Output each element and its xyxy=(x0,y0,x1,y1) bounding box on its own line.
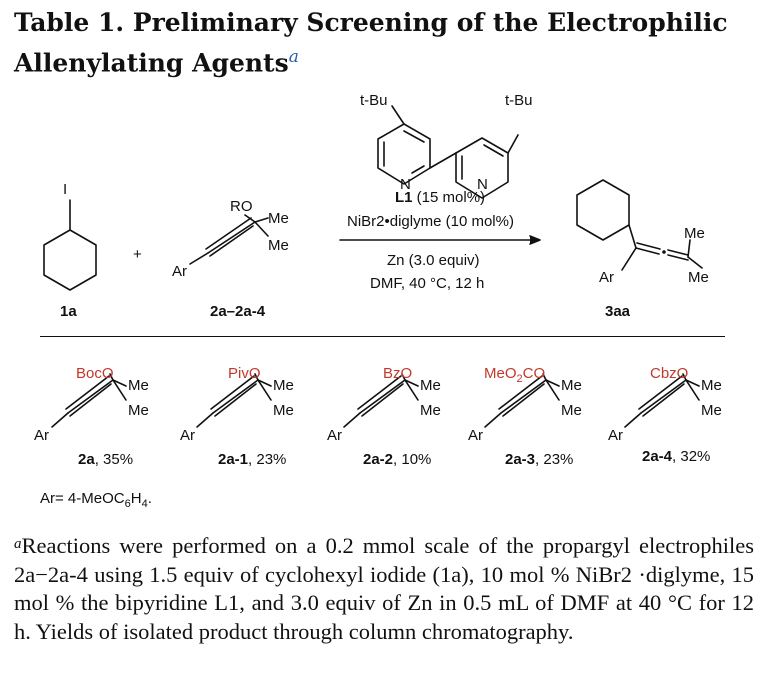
plus-sign: + xyxy=(133,246,142,263)
ligand-tbu-left: t-Bu xyxy=(360,92,388,109)
screening-entry-2a-2 xyxy=(327,365,441,468)
yield-value: , 10% xyxy=(393,451,432,468)
footnote-text: Reactions were performed on a 0.2 mmol scale of the propargyl electrophiles 2a−2a-4 using 1.5 equiv of cyclohexyl iodide (1a), 10 mol % NiBr2 ·diglyme, 15 mol % the bipyridine L1, and 3.0 equiv of Zn in 0.5 mL of DMF at 40 °C for 12 h. Yields of isolated product through column chromatography. xyxy=(14,533,754,644)
me-label: Me xyxy=(701,402,722,419)
condition-line4: DMF, 40 °C, 12 h xyxy=(370,275,485,292)
me-label: Me xyxy=(128,377,149,394)
condition-line3: Zn (3.0 equiv) xyxy=(387,252,480,269)
me-label: Me xyxy=(561,402,582,419)
product-ar: Ar xyxy=(599,269,614,286)
protecting-group-label: BzO xyxy=(383,365,413,382)
title-footnote-mark: a xyxy=(288,47,299,67)
screening-structures xyxy=(52,374,699,427)
table-title xyxy=(14,6,754,80)
me-label: Me xyxy=(701,377,722,394)
reactant2-me2: Me xyxy=(268,237,289,254)
bipyridine-ligand-structure xyxy=(378,106,518,198)
section-divider xyxy=(40,336,725,337)
ar-label: Ar xyxy=(180,427,195,444)
compound-yield xyxy=(505,451,573,468)
ar-label: Ar xyxy=(327,427,342,444)
ligand-n-left: N xyxy=(400,176,411,193)
protecting-group-label: BocO xyxy=(76,365,114,382)
compound-id: 2a-1 xyxy=(218,451,249,468)
compound-id: 2a-3 xyxy=(505,451,536,468)
me-label: Me xyxy=(128,402,149,419)
iodide-label: I xyxy=(63,181,68,198)
product-me2: Me xyxy=(688,269,709,286)
yield-value: , 23% xyxy=(535,451,574,468)
reactant2-me1: Me xyxy=(268,210,289,227)
product-me1: Me xyxy=(684,225,705,242)
me-label: Me xyxy=(420,377,441,394)
screening-entry-2a-3 xyxy=(468,365,582,468)
protecting-group-label: MeO$_2$CO xyxy=(484,365,546,385)
compound-id: 2a xyxy=(78,451,95,468)
title-line1: Table 1. Preliminary Screening of the Electrophilic xyxy=(14,8,728,37)
me-label: Me xyxy=(273,377,294,394)
protecting-group-label: CbzO xyxy=(650,365,689,382)
allene-dot xyxy=(662,250,666,254)
reactant2-ar: Ar xyxy=(172,263,187,280)
compound-yield xyxy=(218,451,286,468)
cyclohexyl-iodide-structure xyxy=(44,200,96,290)
condition-ligand-label: L1 xyxy=(395,189,413,206)
ligand-n-right: N xyxy=(477,176,488,193)
reactant2-ro: RO xyxy=(230,198,253,215)
title-line2: Allenylating Agents xyxy=(14,48,289,78)
compound-id: 2a-2 xyxy=(363,451,394,468)
yield-value: , 32% xyxy=(672,448,711,465)
screening-entry-2a-4 xyxy=(608,365,722,465)
ligand-tbu-right: t-Bu xyxy=(505,92,533,109)
reactant2-label: 2a–2a-4 xyxy=(210,303,266,320)
screening-entry-2a-1 xyxy=(180,365,294,468)
propargyl-structure xyxy=(190,215,268,264)
compound-yield xyxy=(363,451,431,468)
compound-id: 2a-4 xyxy=(642,448,673,465)
table-footnote xyxy=(14,532,754,646)
ar-label: Ar xyxy=(34,427,49,444)
reaction-scheme xyxy=(0,80,766,520)
protecting-group-label: PivO xyxy=(228,365,261,382)
reactant1-label: 1a xyxy=(60,303,77,320)
ar-label: Ar xyxy=(468,427,483,444)
yield-value: , 35% xyxy=(94,451,134,468)
condition-ligand-amount: (15 mol%) xyxy=(412,189,486,206)
compound-yield xyxy=(78,451,133,468)
ar-definition: $Ar= 4-MeOC_6H_4$. xyxy=(40,490,152,510)
me-label: Me xyxy=(420,402,441,419)
yield-value: , 23% xyxy=(248,451,287,468)
footnote-mark: a xyxy=(14,536,22,552)
me-label: Me xyxy=(561,377,582,394)
product-label: 3aa xyxy=(605,303,631,320)
condition-line1 xyxy=(395,189,485,206)
compound-yield xyxy=(642,448,710,465)
me-label: Me xyxy=(273,402,294,419)
ar-label: Ar xyxy=(608,427,623,444)
screening-entry-2a xyxy=(34,365,149,468)
condition-line2: NiBr2•diglyme (10 mol%) xyxy=(347,213,514,230)
